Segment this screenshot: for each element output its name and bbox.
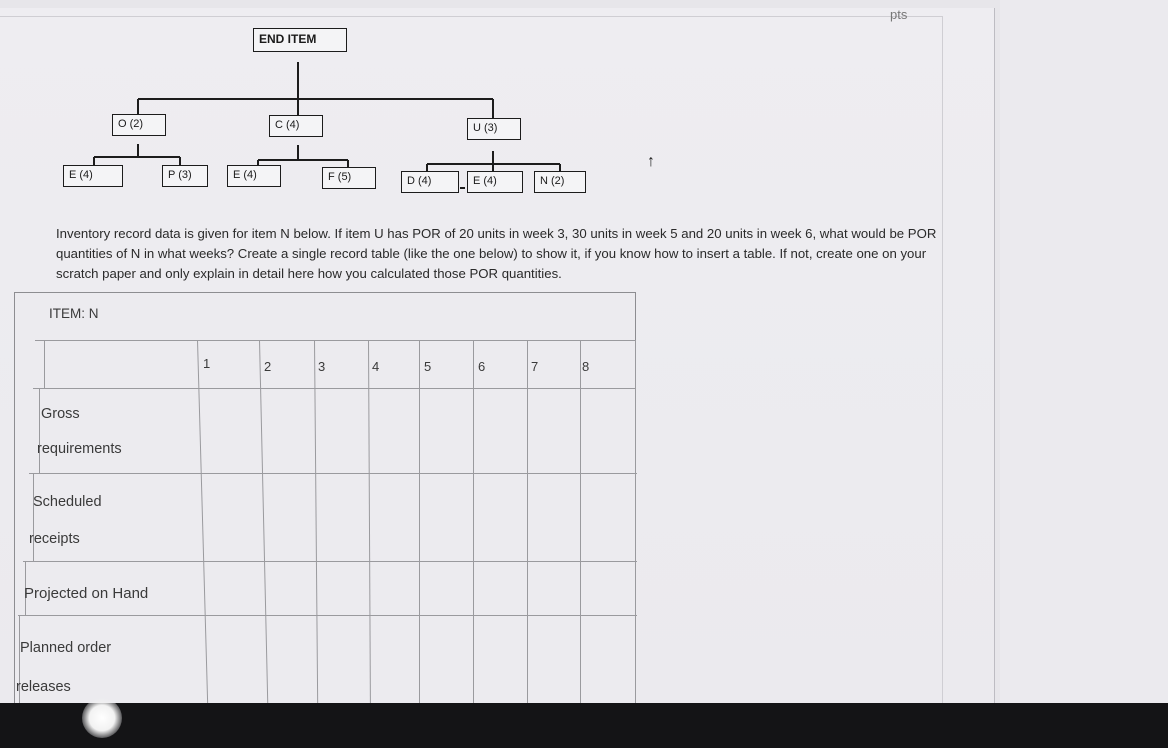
item-label: ITEM: N <box>49 306 99 321</box>
week-1: 1 <box>203 356 211 371</box>
scheduled-receipts-label-line1: Scheduled <box>33 494 102 510</box>
node-c: C (4) <box>269 115 323 137</box>
projected-on-hand-label: Projected on Hand <box>24 585 149 602</box>
node-e-under-c: E (4) <box>227 165 281 187</box>
background-right <box>1000 0 1168 748</box>
node-u: U (3) <box>467 118 521 140</box>
planned-order-releases-label-line2: releases <box>16 679 71 695</box>
scheduled-receipts-label-line2: receipts <box>29 531 80 547</box>
gross-requirements-label-line2: requirements <box>37 441 122 457</box>
node-p: P (3) <box>162 165 208 187</box>
node-e-under-o: E (4) <box>63 165 123 187</box>
node-n: N (2) <box>534 171 586 193</box>
week-6: 6 <box>478 359 486 374</box>
question-page <box>0 8 995 703</box>
week-5: 5 <box>424 359 432 374</box>
mouse-cursor-icon: ↑ <box>647 153 655 170</box>
planned-order-releases-label-line1: Planned order <box>20 640 112 656</box>
node-o: O (2) <box>112 114 166 136</box>
end-item-node: END ITEM <box>253 28 347 52</box>
node-d: D (4) <box>401 171 459 193</box>
node-e-under-u: E (4) <box>467 171 523 193</box>
node-f: F (5) <box>322 167 376 189</box>
week-3: 3 <box>318 359 326 374</box>
screen-bezel <box>0 703 1168 748</box>
question-text: Inventory record data is given for item N below. If item U has POR of 20 units in week 3, 30 units in week 5 and 20 units in week 6, what would be POR quantities of N in what weeks? Create a single record table (like the one below) to show it, if you know how to insert a table. If not, create one on your scratch paper and only explain in detail here how you calculated those POR quantities. <box>56 226 937 281</box>
week-8: 8 <box>582 359 590 374</box>
week-2: 2 <box>264 359 272 374</box>
week-4: 4 <box>372 359 380 374</box>
gross-requirements-label-line1: Gross <box>41 406 80 422</box>
inventory-record-table <box>14 292 636 711</box>
light-glare <box>82 698 122 738</box>
points-label: pts <box>890 7 908 22</box>
week-7: 7 <box>531 359 539 374</box>
